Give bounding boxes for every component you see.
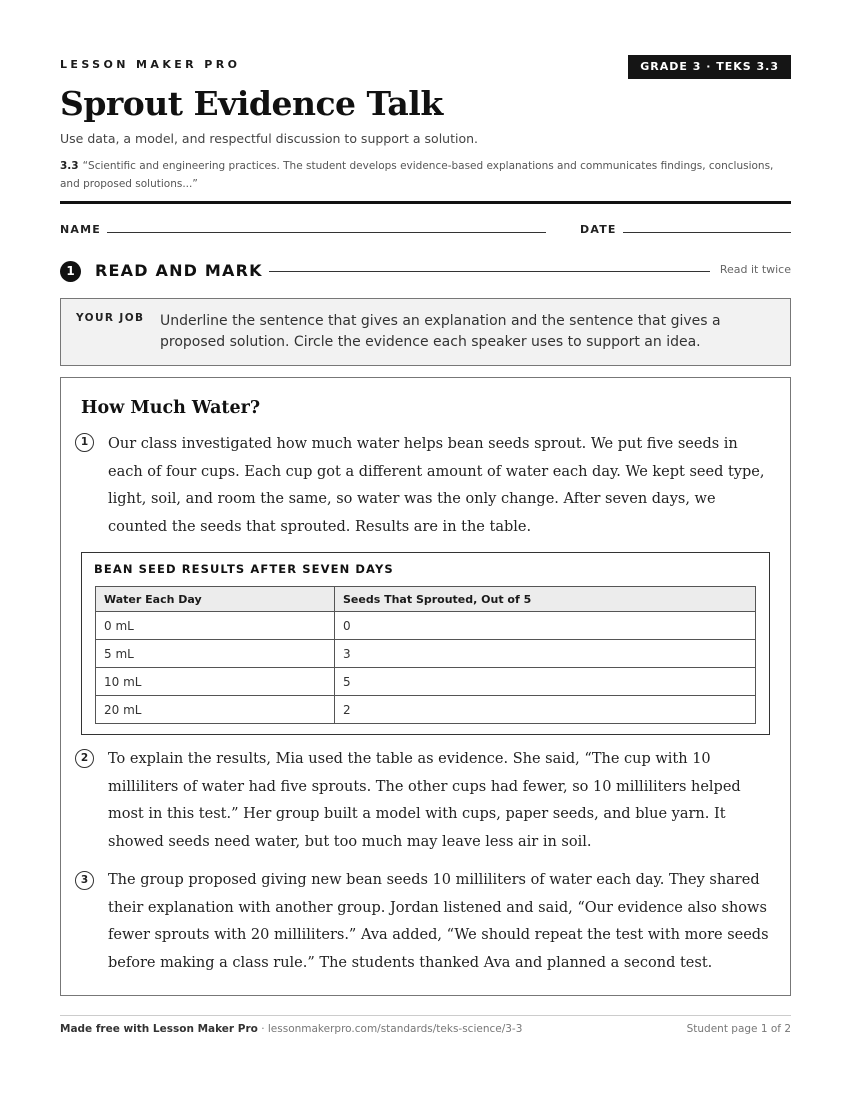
table-row [96,640,756,668]
table-cell-water: 5 mL [96,640,335,668]
paragraph-3: The group proposed giving new bean seeds 10 milliliters of water each day. They shared their explanation with another group. Jordan listened and said, “Our evidence also shows fewer sprouts with 20 milliliters.” Ava added, “We should repeat the test with more seeds before making a class rule.” The students thanked Ava and planned a second test. [108,872,769,971]
paragraph-number-2: 2 [75,749,94,768]
table-row [96,696,756,724]
paragraph-1: Our class investigated how much water helps bean seeds sprout. We put five seeds in each of four cups. Each cup got a different amount of water each day. We kept seed type, light, soil, and room the same, so water was the only change. After seven days, we counted the seeds that sprouted. Results are in the table. [108,436,765,535]
page-title: Sprout Evidence Talk [60,84,443,123]
footer-url[interactable]: lessonmakerpro.com/standards/teks-science/3-3 [267,1023,523,1035]
standard-code: 3.3 [60,160,79,172]
date-label: DATE [580,223,617,236]
section-number-badge: 1 [60,261,81,282]
passage-title: How Much Water? [81,398,261,418]
paragraph-number-1: 1 [75,433,94,452]
footer-divider [60,1015,791,1016]
table-row [96,612,756,640]
date-field[interactable] [623,232,791,233]
table-cell-sprouted: 2 [335,696,756,724]
table-title: BEAN SEED RESULTS AFTER SEVEN DAYS [94,562,394,576]
table-cell-water: 20 mL [96,696,335,724]
footer-credit [60,1023,522,1035]
name-field[interactable] [107,232,546,233]
table-cell-sprouted: 3 [335,640,756,668]
results-table-box [81,552,770,735]
results-table [95,586,756,724]
your-job-box [60,298,791,366]
table-cell-sprouted: 5 [335,668,756,696]
table-cell-water: 10 mL [96,668,335,696]
reading-passage [60,377,791,996]
table-row [96,668,756,696]
footer-separator: · [257,1023,268,1035]
table-header-row [96,587,756,612]
footer-page-number: Student page 1 of 2 [686,1023,791,1035]
table-cell-water: 0 mL [96,612,335,640]
table-header-water: Water Each Day [96,587,335,612]
your-job-label: YOUR JOB [76,312,145,324]
your-job-text: Underline the sentence that gives an explanation and the sentence that gives a proposed solution. Circle the evidence each speaker uses to support an idea. [160,313,721,350]
section-rule [269,271,710,272]
table-cell-sprouted: 0 [335,612,756,640]
table-header-sprouted: Seeds That Sprouted, Out of 5 [335,587,756,612]
header-divider [60,201,791,204]
header-bar [60,55,791,79]
footer-made-with: Made free with Lesson Maker Pro [60,1023,258,1035]
section-note: Read it twice [719,263,791,276]
standard-quote [60,157,791,193]
brand-name: LESSON MAKER PRO [60,58,241,71]
grade-badge: GRADE 3 · TEKS 3.3 [628,55,791,79]
paragraph-2: To explain the results, Mia used the table as evidence. She said, “The cup with 10 milliliters of water had five sprouts. The other cups had fewer, so 10 milliliters helped most in this test.” Her group built a model with cups, paper seeds, and blue yarn. It showed seeds need water, but too much may leave less air in soil. [108,751,741,850]
standard-text: “Scientific and engineering practices. The student develops evidence-based explanations and communicates findings, conclusions, and proposed solutions...” [60,160,774,190]
name-label: NAME [60,223,101,236]
paragraph-number-3: 3 [75,871,94,890]
section-title: READ AND MARK [95,261,263,280]
page-subtitle: Use data, a model, and respectful discussion to support a solution. [60,131,479,146]
